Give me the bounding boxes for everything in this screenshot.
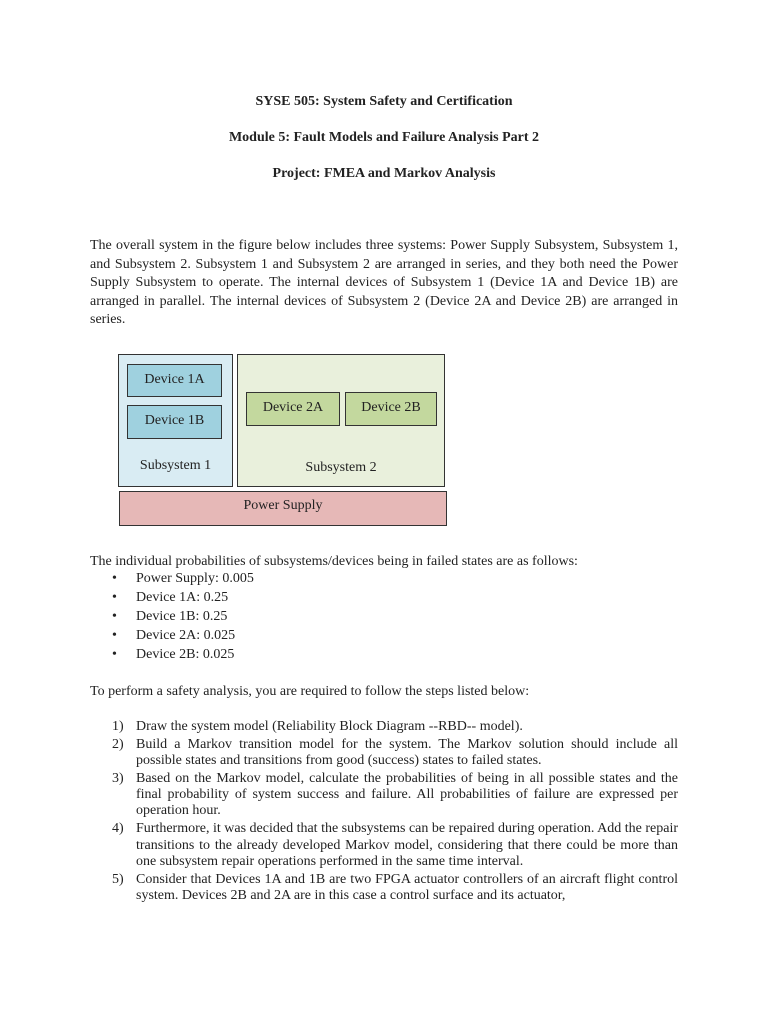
subsystem-2-label: Subsystem 2 (305, 460, 377, 475)
list-item (90, 737, 678, 770)
list-item (90, 719, 678, 735)
step-number: 1) (112, 719, 124, 734)
power-supply-label: Power Supply (243, 498, 323, 513)
step-number: 2) (112, 736, 124, 752)
module-title: Module 5: Fault Models and Failure Analysis Part 2 (228, 130, 540, 145)
device-1b-box (127, 405, 222, 439)
step-number: 5) (112, 871, 124, 887)
step-number: 4) (112, 821, 124, 837)
device-1b-label: Device 1B (144, 413, 205, 428)
subsystem-1-label: Subsystem 1 (139, 458, 212, 473)
device-1a-label: Device 1A (144, 372, 205, 387)
power-supply-box (119, 491, 447, 526)
list-item (90, 872, 678, 905)
list-item: • Power Supply: 0.005 (90, 571, 254, 590)
list-item: • Device 1B: 0.25 (90, 609, 254, 628)
project-title: Project: FMEA and Markov Analysis (272, 166, 496, 181)
list-item: • Device 1A: 0.25 (90, 590, 254, 609)
step-text: Furthermore, it was decided that the subsystems can be repaired during operation. Add the repair transitions to the already developed Markov model, considering that there could be more than one subsystem repair operations performed in the same time interval. (136, 821, 678, 869)
steps-intro: To perform a safety analysis, you are required to follow the steps listed below: (90, 684, 530, 699)
probabilities-intro: The individual probabilities of subsystems/devices being in failed states are as follows: (90, 554, 578, 569)
device-1a-box (127, 364, 222, 397)
device-2a-box (246, 392, 340, 426)
list-item (90, 821, 678, 870)
step-text: Based on the Markov model, calculate the probabilities of being in all possible states and the final probability of system success and failure. All probabilities of failure are expressed per operation hour. (136, 770, 678, 819)
list-item: • Device 2B: 0.025 (90, 647, 254, 666)
list-item (90, 771, 678, 820)
intro-paragraph: The overall system in the figure below includes three systems: Power Supply Subsystem, Subsystem 1, and Subsystem 2. Subsystem 1 and Subsystem 2 are arranged in series, and they both need the Power Supply Subsystem to operate. The internal devices of Subsystem 1 (Device 1A and Device 1B) are arranged in parallel. The internal devices of Subsystem 2 (Device 2A and Device 2B) are arranged in series. (90, 238, 678, 327)
device-2b-label: Device 2B (361, 400, 421, 415)
course-title: SYSE 505: System Safety and Certification (255, 94, 513, 109)
step-number: 3) (112, 770, 124, 786)
steps-list (90, 719, 678, 906)
device-2b-box (345, 392, 437, 426)
probabilities-list (90, 571, 254, 666)
step-text: Draw the system model (Reliability Block Diagram --RBD-- model). (136, 719, 523, 734)
step-text: Build a Markov transition model for the system. The Markov solution should include all possible states and transitions from good (success) states to failed states. (136, 736, 678, 769)
system-block-diagram (118, 354, 448, 529)
list-item: • Device 2A: 0.025 (90, 628, 254, 647)
device-2a-label: Device 2A (262, 400, 324, 415)
step-text: Consider that Devices 1A and 1B are two FPGA actuator controllers of an aircraft flight control system. Devices 2B and 2A are in this case a control surface and its actuator, (136, 871, 678, 903)
